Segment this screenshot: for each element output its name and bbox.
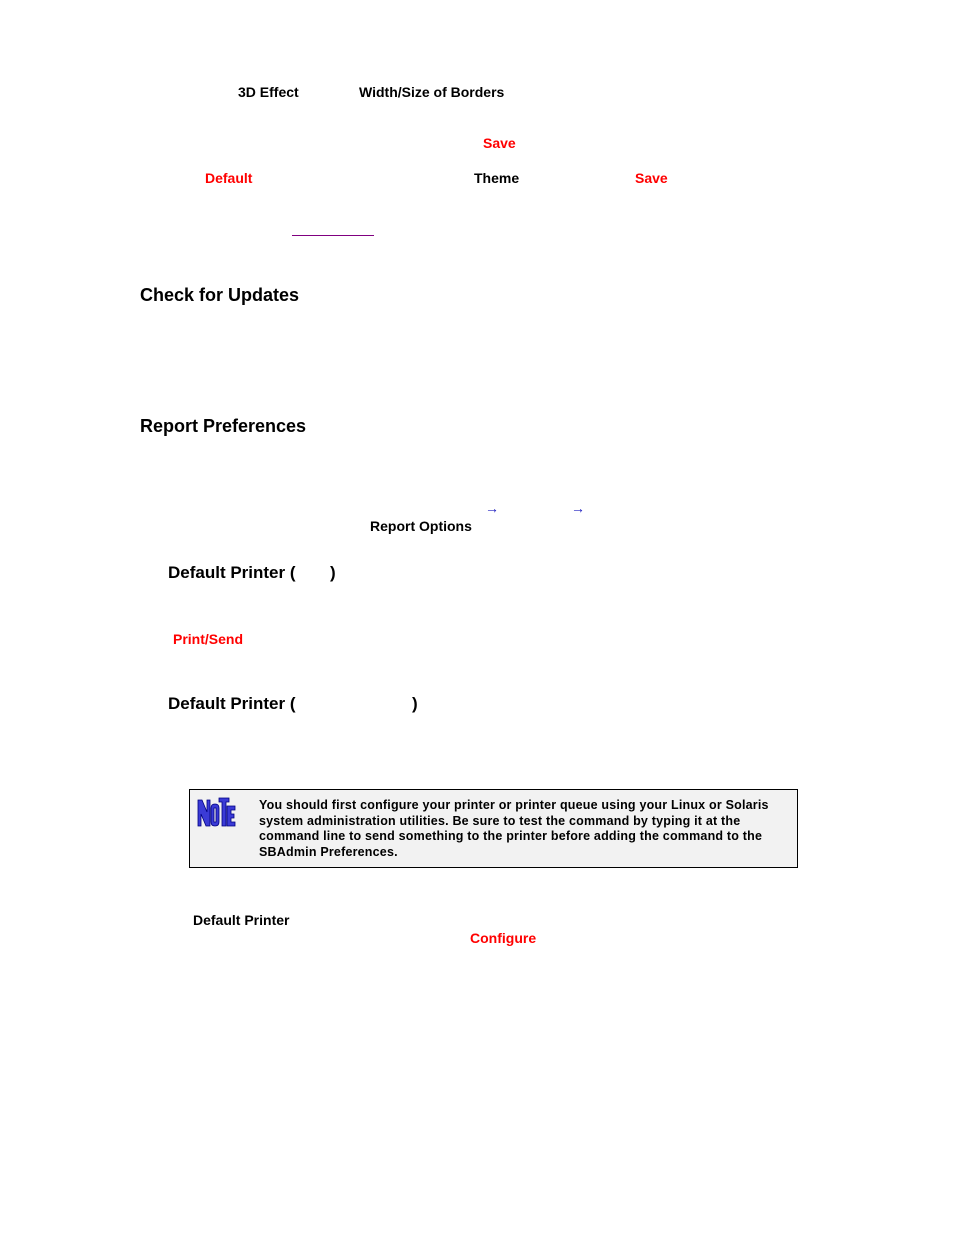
note-box <box>189 789 798 868</box>
label-report-options: Report Options <box>370 518 472 534</box>
heading-check-for-updates: Check for Updates <box>140 285 300 305</box>
heading-paren-close-2: ) <box>412 694 418 713</box>
save-button-ref-2: Save <box>635 170 668 186</box>
configure-button-ref: Configure <box>470 930 537 946</box>
heading-default-printer-linux: Default Printer ( <box>168 694 296 713</box>
label-border-width: Width/Size of Borders <box>359 84 505 100</box>
note-text: You should first configure your printer or printer queue using your Linux or Solaris system administration utilities. Be sure to test the command by typing it at the command line to send something to the printer before adding the command to the SBAdmin Preferences. <box>259 798 769 859</box>
heading-paren-close: ) <box>330 563 336 582</box>
print-send-button-ref: Print/Send <box>173 631 244 647</box>
label-theme: Theme <box>474 170 520 186</box>
note-icon <box>196 796 236 830</box>
default-button-ref: Default <box>205 170 253 186</box>
heading-report-preferences: Report Preferences <box>140 416 307 436</box>
save-button-ref: Save <box>483 135 516 151</box>
heading-default-printer-unix: Default Printer ( <box>168 563 296 582</box>
label-3d-effect: 3D Effect <box>238 84 299 100</box>
hyperlink-underline[interactable] <box>292 235 374 236</box>
menu-arrow-icon-2: → <box>571 500 585 516</box>
label-default-printer: Default Printer <box>193 912 290 928</box>
menu-arrow-icon: → <box>485 500 499 516</box>
